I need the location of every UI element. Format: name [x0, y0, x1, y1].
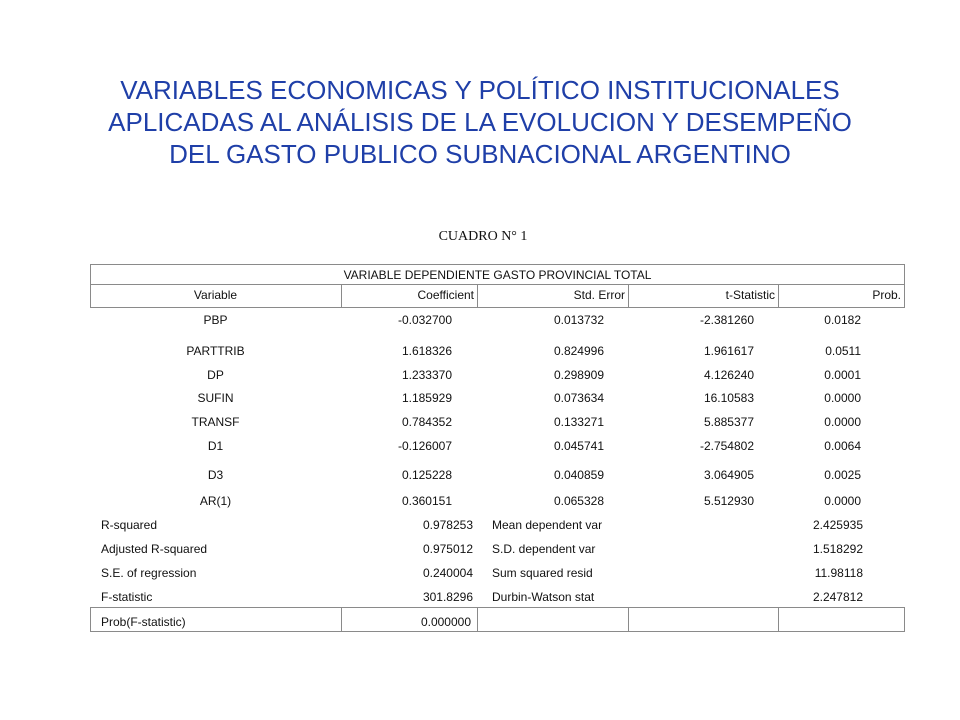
regression-table — [90, 264, 905, 632]
stat-value: 0.240004 — [422, 566, 473, 580]
table-bottom-border — [90, 631, 905, 632]
row-prob: 0.0511 — [825, 344, 861, 358]
header-prob: Prob. — [872, 288, 901, 302]
row-variable: AR(1) — [199, 494, 232, 508]
row-prob: 0.0000 — [824, 494, 861, 508]
row-std-error: 0.040859 — [553, 468, 604, 482]
stat-value: 1.518292 — [812, 542, 863, 556]
row-coefficient: -0.032700 — [397, 313, 452, 327]
row-coefficient: -0.126007 — [397, 439, 452, 453]
header-variable: Variable — [193, 288, 238, 302]
row-std-error: 0.065328 — [553, 494, 604, 508]
document-title — [60, 74, 900, 170]
row-prob: 0.0064 — [824, 439, 861, 453]
row-std-error: 0.013732 — [553, 313, 604, 327]
prob-f-value: 0.000000 — [420, 615, 471, 629]
row-prob: 0.0025 — [824, 468, 861, 482]
prob-col-divider-4 — [778, 607, 779, 632]
header-std-error: Std. Error — [573, 288, 625, 302]
stat-value: 11.98118 — [814, 566, 863, 580]
stat-value: 0.978253 — [422, 518, 473, 532]
title-line-2: APLICADAS AL ANÁLISIS DE LA EVOLUCION Y DESEMPEÑO — [108, 107, 852, 137]
caption-divider — [90, 284, 905, 285]
stat-label: F-statistic — [101, 590, 153, 604]
stat-label: Sum squared resid — [492, 566, 593, 580]
stat-value: 2.247812 — [812, 590, 863, 604]
row-std-error: 0.073634 — [553, 391, 604, 405]
stat-label: S.E. of regression — [101, 566, 197, 580]
stat-label: S.D. dependent var — [492, 542, 596, 556]
prob-col-divider-3 — [628, 607, 629, 632]
header-divider — [90, 307, 905, 308]
row-variable: SUFIN — [197, 391, 234, 405]
row-prob: 0.0001 — [824, 368, 861, 382]
row-t-statistic: 1.961617 — [703, 344, 754, 358]
row-prob: 0.0182 — [824, 313, 861, 327]
stat-label: Durbin-Watson stat — [492, 590, 595, 604]
row-prob: 0.0000 — [824, 391, 861, 405]
header-coefficient: Coefficient — [417, 288, 474, 302]
row-variable: D3 — [207, 468, 224, 482]
table-right-border-bottom — [904, 607, 905, 632]
prob-f-label: Prob(F-statistic) — [101, 615, 186, 629]
table-caption: VARIABLE DEPENDIENTE GASTO PROVINCIAL TOTAL — [343, 268, 652, 282]
header-t-statistic: t-Statistic — [725, 288, 775, 302]
prob-row-top-border — [90, 607, 905, 608]
row-coefficient: 1.185929 — [401, 391, 452, 405]
row-variable: TRANSF — [191, 415, 240, 429]
title-line-1: VARIABLES ECONOMICAS Y POLÍTICO INSTITUCIONALES — [120, 75, 840, 105]
row-t-statistic: -2.381260 — [699, 313, 754, 327]
row-variable: PBP — [203, 313, 228, 327]
stat-value: 0.975012 — [422, 542, 473, 556]
row-std-error: 0.133271 — [553, 415, 604, 429]
row-t-statistic: 3.064905 — [703, 468, 754, 482]
title-line-3: DEL GASTO PUBLICO SUBNACIONAL ARGENTINO — [169, 139, 791, 169]
row-prob: 0.0000 — [824, 415, 861, 429]
row-variable: PARTTRIB — [186, 344, 245, 358]
stat-value: 301.8296 — [422, 590, 473, 604]
row-variable: DP — [207, 368, 224, 382]
row-t-statistic: 5.512930 — [703, 494, 754, 508]
row-std-error: 0.045741 — [553, 439, 604, 453]
row-t-statistic: 4.126240 — [703, 368, 754, 382]
row-t-statistic: 5.885377 — [703, 415, 754, 429]
row-t-statistic: 16.10583 — [703, 391, 754, 405]
stat-label: R-squared — [101, 518, 158, 532]
row-coefficient: 0.360151 — [401, 494, 452, 508]
table-left-border-bottom — [90, 607, 91, 632]
table-label: CUADRO N° 1 — [438, 229, 528, 244]
row-coefficient: 1.618326 — [401, 344, 452, 358]
stat-label: Mean dependent var — [492, 518, 603, 532]
stat-value: 2.425935 — [812, 518, 863, 532]
row-coefficient: 0.125228 — [401, 468, 452, 482]
row-std-error: 0.298909 — [553, 368, 604, 382]
row-coefficient: 1.233370 — [401, 368, 452, 382]
row-t-statistic: -2.754802 — [699, 439, 754, 453]
table-top-border — [90, 264, 905, 265]
row-std-error: 0.824996 — [553, 344, 604, 358]
stat-label: Adjusted R-squared — [101, 542, 208, 556]
row-variable: D1 — [207, 439, 224, 453]
row-coefficient: 0.784352 — [401, 415, 452, 429]
prob-col-divider-2 — [477, 607, 478, 632]
